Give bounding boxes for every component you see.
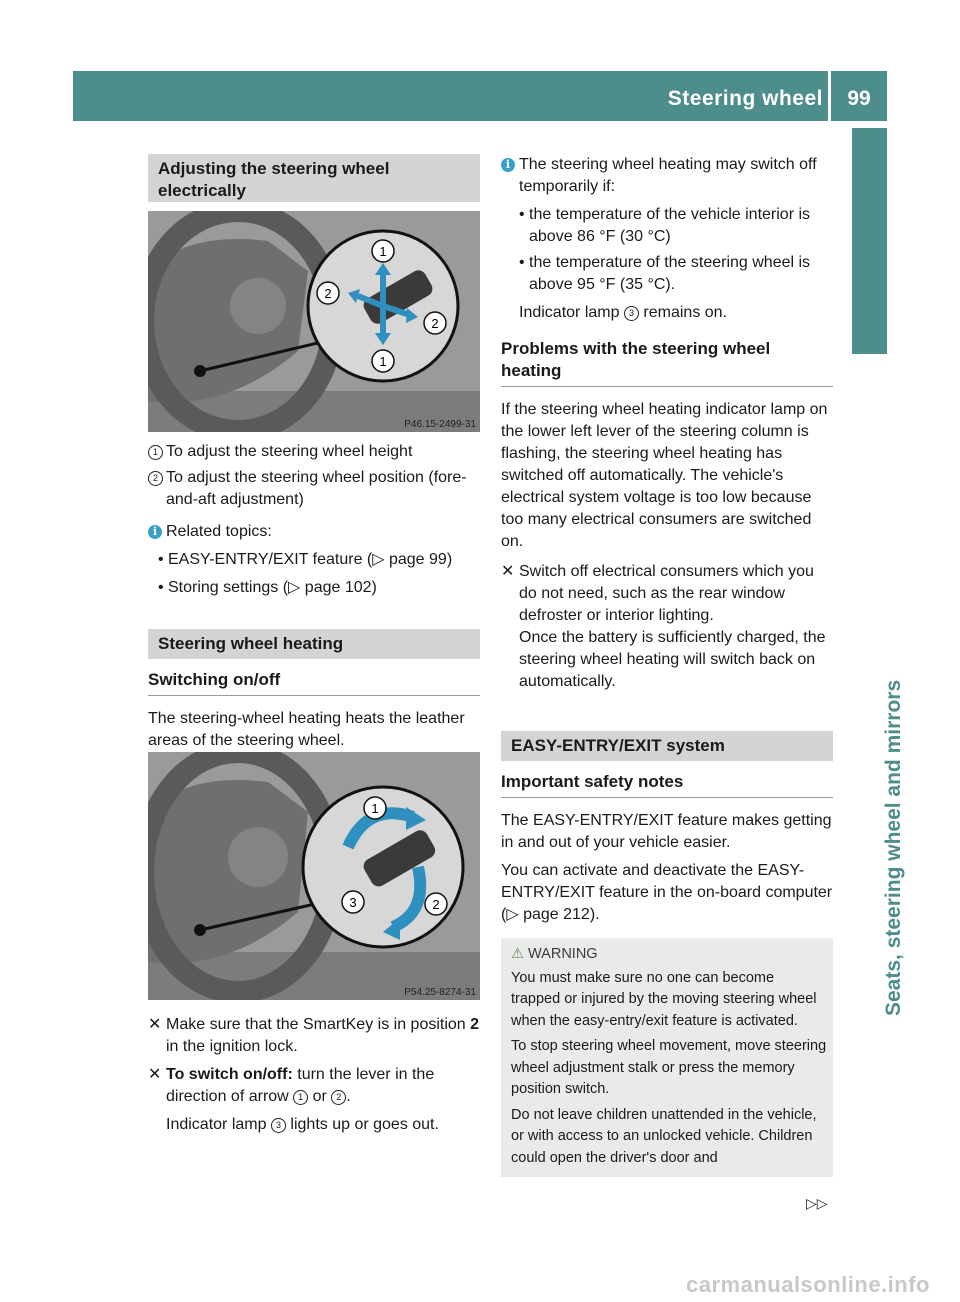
warning-text-3: Do not leave children unattended in the vehicle, or with access to an unlocked vehicle. Children could open the driver's door and	[511, 1106, 817, 1166]
figure1-code: P46.15-2499-31	[404, 419, 476, 430]
easy-para-2[interactable]: You can activate and deactivate the EASY-ENTRY/EXIT feature in the on-board computer (▷ page 212).	[501, 862, 833, 923]
bullet-icon: •	[158, 551, 164, 568]
callout-3-icon: 3	[624, 306, 639, 321]
side-tab-block	[852, 128, 887, 354]
legend-item-2	[148, 467, 480, 511]
warning-text-1: You must make sure no one can become trapped or injured by the moving steering wheel when the easy-entry/exit feature is activated.	[511, 969, 817, 1029]
callout-1-icon: 1	[148, 445, 163, 460]
easy-para-1: The EASY-ENTRY/EXIT feature makes getting in and out of your vehicle easier.	[501, 812, 832, 851]
step-smartkey-text: Make sure that the SmartKey is in position 2 in the ignition lock.	[166, 1016, 480, 1055]
legend-2-text: To adjust the steering wheel position (fore-and-aft adjustment)	[166, 469, 467, 508]
callout-2-left: 2	[324, 286, 332, 301]
fig2-callout-3: 3	[349, 895, 357, 910]
page-number: 99	[847, 87, 871, 110]
related-2-text[interactable]: Storing settings (▷ page 102)	[168, 579, 377, 596]
side-tab-label: Seats, steering wheel and mirrors	[882, 679, 905, 1016]
page-title: Steering wheel	[667, 87, 823, 110]
step-arrow-icon: ✕	[148, 1066, 162, 1083]
side-tab	[852, 356, 905, 1056]
heating-intro: The steering-wheel heating heats the leather areas of the steering wheel.	[148, 710, 465, 749]
info-bullet-1: • the temperature of the vehicle interior is above 86 °F (30 °C)	[519, 206, 811, 245]
figure2-code: P54.25-8274-31	[404, 987, 476, 998]
figure-heating-illustration	[148, 752, 480, 1000]
callout-1-bottom: 1	[379, 354, 387, 369]
step-smartkey	[148, 1014, 480, 1058]
callout-3-icon: 3	[271, 1118, 286, 1133]
related-item-2[interactable]	[148, 577, 480, 599]
step-switch-text: To switch on/off: turn the lever in the direction of arrow 1 or 2 . Indicator lamp 3 lights up or goes out.	[166, 1066, 439, 1133]
indicator-note: Indicator lamp 3 remains on.	[519, 304, 727, 321]
callout-1-top: 1	[379, 244, 387, 259]
callout-1-icon: 1	[293, 1090, 308, 1105]
subheading-problems: Problems with the steering wheel heating	[501, 338, 833, 387]
section-heading-adjusting: Adjusting the steering wheel electrically	[148, 154, 480, 202]
subheading-safety: Important safety notes	[501, 771, 833, 798]
watermark: carmanualsonline.info	[686, 1272, 930, 1297]
subheading-switching: Switching on/off	[148, 669, 480, 696]
related-item-1[interactable]	[148, 549, 480, 571]
figure-heating	[148, 752, 480, 1000]
right-column	[501, 154, 833, 1177]
info-bullet-2: • the temperature of the steering wheel is above 95 °F (35 °C).	[519, 254, 811, 293]
problems-para: If the steering wheel heating indicator lamp on the lower left lever of the steering column is flashing, the steering wheel heating has switched off automatically. The vehicle's electrical system voltage is too low because too many electrical consumers are switched on.	[501, 401, 828, 550]
fig2-callout-1: 1	[371, 801, 379, 816]
continue-marker: ▷▷	[806, 1195, 828, 1211]
step-arrow-icon: ✕	[148, 1016, 162, 1033]
related-topics	[148, 521, 480, 543]
related-title: Related topics:	[166, 523, 272, 540]
callout-2-icon: 2	[148, 471, 163, 486]
figure-adjust-illustration	[148, 211, 480, 432]
left-steps	[148, 1014, 480, 1136]
step-switch-off: ✕ Switch off electrical consumers which you do not need, such as the rear window defroster or interior lighting. Once the battery is sufficiently charged, the steering wheel heating will switch back on automatically.	[501, 561, 833, 693]
fig2-callout-2: 2	[432, 897, 440, 912]
step-arrow-icon: ✕	[501, 563, 515, 580]
warning-text-2: To stop steering wheel movement, move steering wheel adjustment stalk or press the memory position switch.	[511, 1038, 827, 1097]
legend-1-text: To adjust the steering wheel height	[166, 443, 413, 460]
info-text: The steering wheel heating may switch off temporarily if:	[519, 156, 817, 195]
legend-item-1	[148, 441, 480, 463]
callout-2-icon: 2	[331, 1090, 346, 1105]
warning-triangle-icon: ⚠	[511, 946, 524, 962]
info-icon: i	[501, 158, 515, 172]
section-heading-easy-entry: EASY-ENTRY/EXIT system	[501, 731, 833, 761]
callout-2-right: 2	[431, 316, 439, 331]
bullet-icon: •	[158, 579, 164, 596]
section-heading-heating: Steering wheel heating	[148, 629, 480, 659]
warning-heading: ⚠ WARNING	[511, 946, 598, 962]
warning-box	[501, 938, 833, 1177]
info-icon: i	[148, 525, 162, 539]
left-body	[148, 441, 480, 758]
figure-adjust-steering	[148, 211, 480, 432]
step-switch	[148, 1064, 480, 1136]
related-1-text[interactable]: EASY-ENTRY/EXIT feature (▷ page 99)	[168, 551, 453, 568]
left-column	[148, 154, 480, 202]
info-note	[501, 154, 833, 198]
